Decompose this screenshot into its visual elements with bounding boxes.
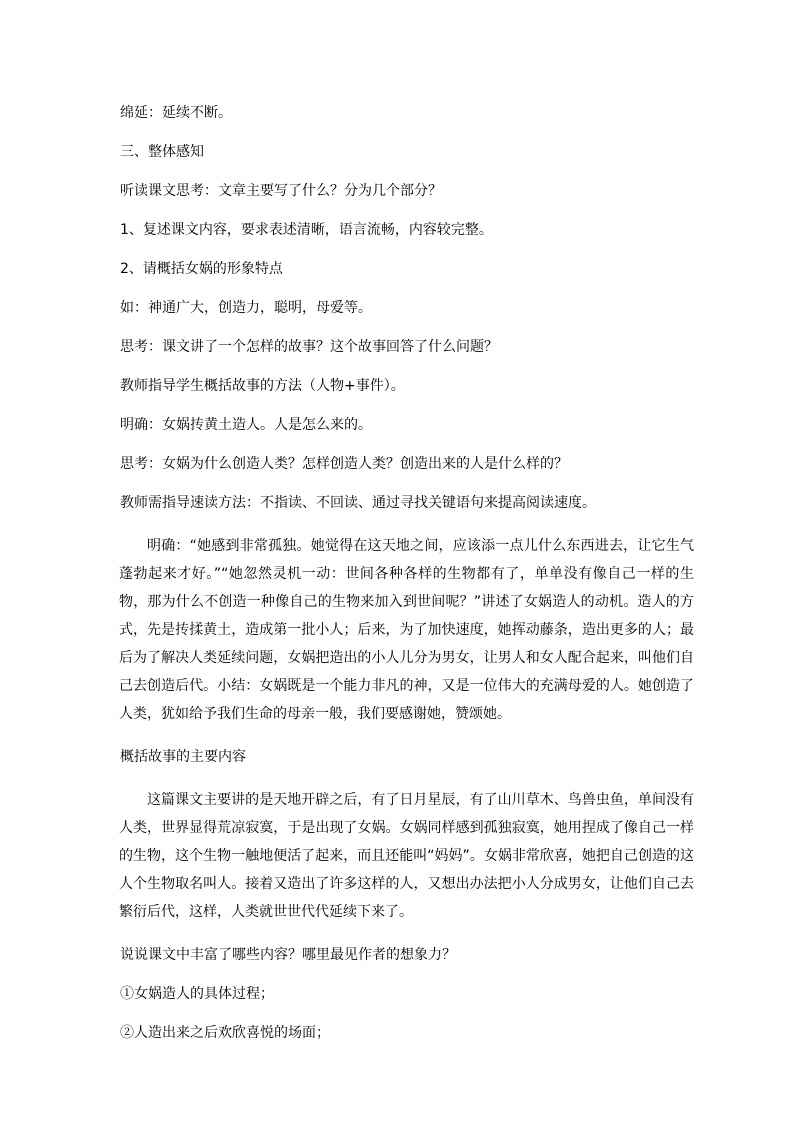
text-line: 2、请概括女娲的形象特点: [120, 261, 283, 277]
text-line: 教师需指导速读方法：不指读、不回读、通过寻找关键语句来提高阅读速度。: [120, 495, 596, 511]
summary-paragraph: 这篇课文主要讲的是天地开辟之后，有了日月星辰，有了山川草木、鸟兽虫鱼，单间没有人类，世界显得荒凉寂寞，于是出现了女娲。女娲同样感到孤独寂寞，她用捏成了像自己一样的生物，这个生物一触地便活了起来，而且还能叫“妈妈”。女娲非常欣喜，她把自己创造的这人个生物取名叫人。接着又造出了许多这样的人，又想出办法把小人分成男女，让他们自己去繁衍后代，这样，人类就世世代代延续下来了。: [119, 792, 694, 920]
text-line: 绵延：延续不断。: [120, 105, 232, 121]
answer-paragraph: 明确：“她感到非常孤独。她觉得在这天地之间，应该添一点儿什么东西进去，让它生气蓬勃起来才好。”“她忽然灵机一动：世间各种各样的生物都有了，单单没有像自己一样的生物，那为什么不创造一种像自己的生物来加入到世间呢？”讲述了女娲造人的动机。造人的方式，先是抟揉黄土，造成第一批小人；后来，为了加快速度，她挥动藤条，造出更多的人；最后为了解决人类延续问题，女娲把造出的小人儿分为男女，让男人和女人配合起来，叫他们自己去创造后代。小结：女娲既是一个能力非凡的神，又是一位伟大的充满母爱的人。她创造了人类，犹如给予我们生命的母亲一般，我们要感谢她，赞颂她。: [119, 538, 694, 722]
text-line: 1、复述课文内容，要求表述清晰，语言流畅，内容较完整。: [120, 222, 493, 238]
document-body: [119, 103, 694, 1062]
text-line: 明确：女娲抟黄土造人。人是怎么来的。: [120, 417, 372, 433]
text-line: 如：神通广大，创造力，聪明，母爱等。: [120, 300, 372, 316]
text-line: 思考：课文讲了一个怎样的故事？这个故事回答了什么问题？: [120, 339, 498, 355]
question-line: 说说课文中丰富了哪些内容？哪里最见作者的想象力？: [120, 947, 456, 963]
list-item: ②人造出来之后欢欣喜悦的场面；: [120, 1025, 330, 1041]
text-line: 听读课文思考：文章主要写了什么？分为几个部分？: [120, 183, 442, 199]
subheading: 概括故事的主要内容: [120, 749, 246, 765]
text-line: 思考：女娲为什么创造人类？怎样创造人类？创造出来的人是什么样的？: [120, 456, 568, 472]
text-line: 教师指导学生概括故事的方法（人物+事件）。: [120, 378, 405, 394]
list-item: ①女娲造人的具体过程；: [120, 986, 274, 1002]
section-heading: 三、整体感知: [120, 144, 204, 160]
